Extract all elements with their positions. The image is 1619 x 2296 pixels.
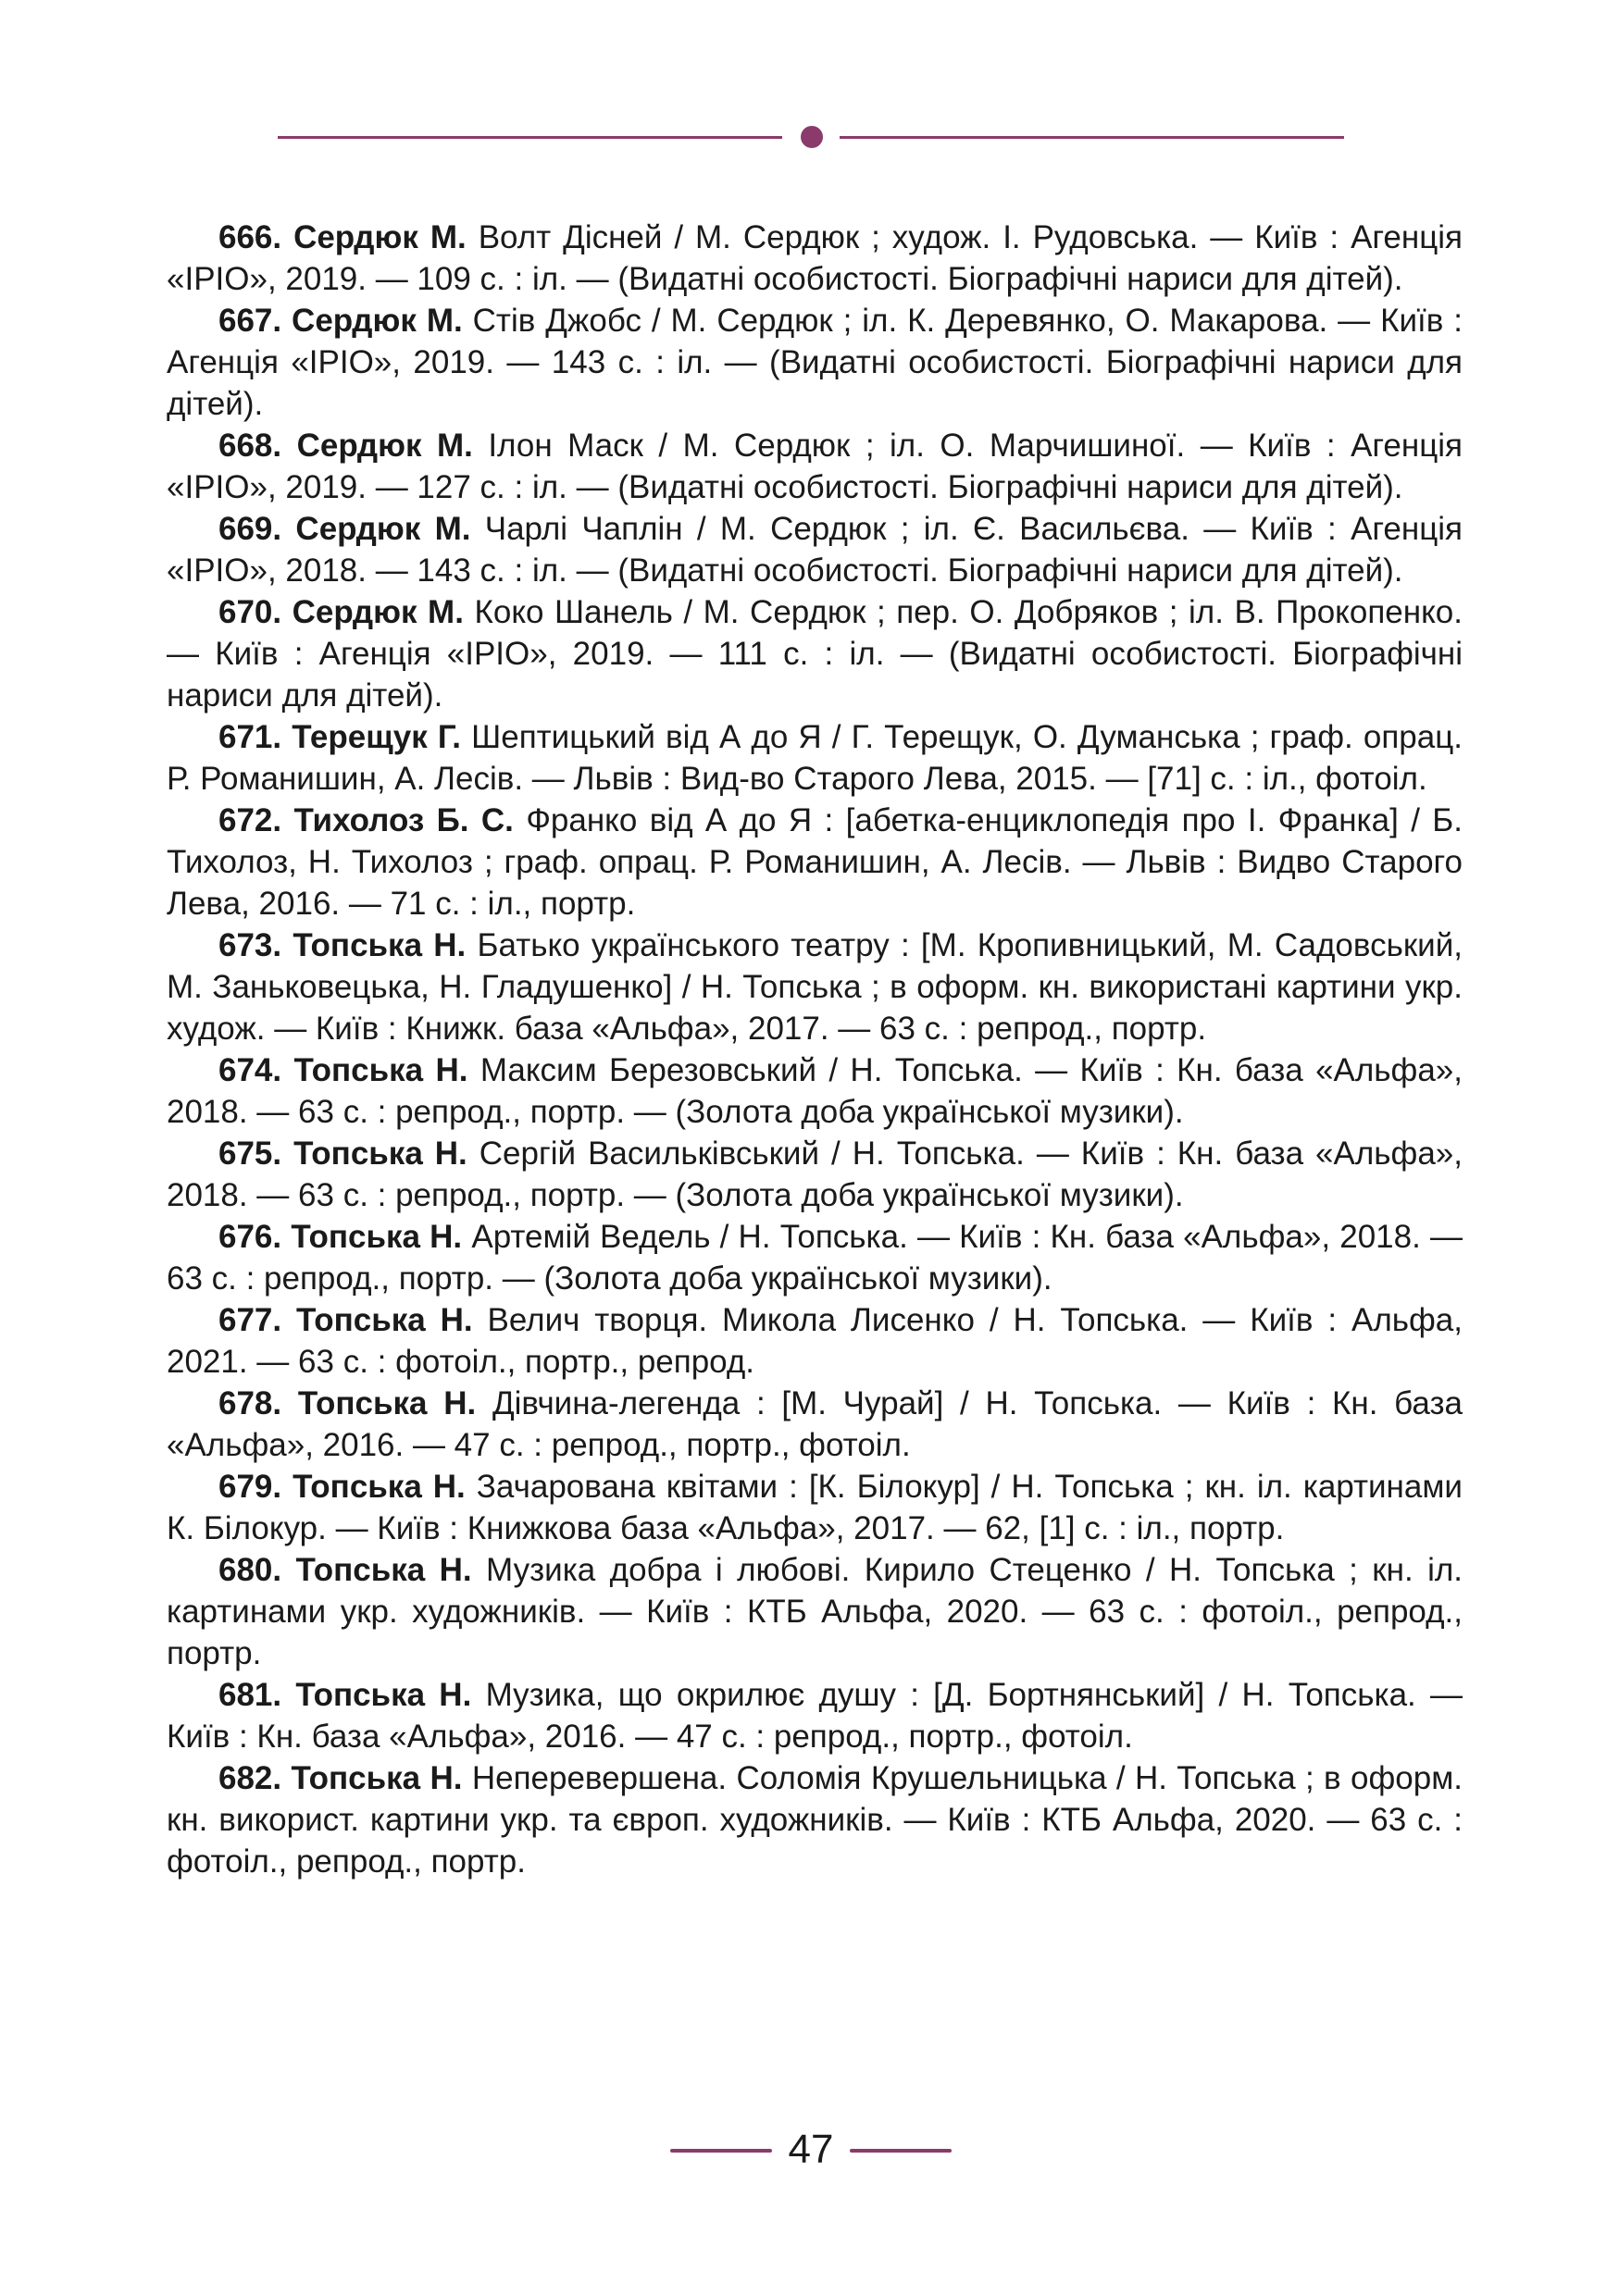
- ornament-line-right: [840, 136, 1344, 139]
- entry-author: Терещук Г.: [292, 719, 462, 755]
- entry: [167, 217, 1463, 300]
- bibliography-list: [167, 217, 1463, 1882]
- entry: [167, 800, 1463, 925]
- entry-number: 675.: [218, 1136, 282, 1172]
- entry-number: 671.: [218, 719, 282, 755]
- footer-line-right: [850, 2149, 952, 2153]
- entry-text: Ілон Маск / М. Сердюк ; іл. О. Марчишиної. — Київ : Агенція «ІРІО», 2019. — 127 с. : іл. — (Видатні особистості. Біографічні нариси для дітей).: [167, 428, 1463, 505]
- entry-number: 674.: [218, 1052, 282, 1088]
- entry-author: Топська Н.: [293, 1136, 467, 1172]
- entry: [167, 508, 1463, 591]
- entry-number: 667.: [218, 303, 282, 339]
- page-footer: [0, 2124, 1619, 2176]
- entry-text: Неперевершена. Соломія Крушельницька / Н. Топська ; в оформ. кн. використ. картини укр. та європ. художників. — Київ : КТБ Альфа, 2020. — 63 с. : фотоіл., репрод., портр.: [167, 1760, 1463, 1880]
- entry-author: Топська Н.: [295, 1677, 472, 1713]
- entry-text: Чарлі Чаплін / М. Сердюк ; іл. Є. Васильєва. — Київ : Агенція «ІРІО», 2018. — 143 с. : іл. — (Видатні особистості. Біографічні нариси для дітей).: [167, 511, 1463, 589]
- entry-author: Сердюк М.: [293, 219, 467, 255]
- entry-author: Топська Н.: [291, 1219, 463, 1255]
- entry-text: Максим Березовський / Н. Топська. — Київ : Кн. база «Альфа», 2018. — 63 с. : репрод., портр. — (Золота доба української музики).: [167, 1052, 1463, 1130]
- entry-text: Артемій Ведель / Н. Топська. — Київ : Кн. база «Альфа», 2018. — 63 с. : репрод., портр. — (Золота доба української музики).: [167, 1219, 1463, 1297]
- entry: [167, 1299, 1463, 1383]
- entry-number: 676.: [218, 1219, 282, 1255]
- entry-text: Зачарована квітами : [К. Білокур] / Н. Топська ; кн. іл. картинами К. Білокур. — Київ : Книжкова база «Альфа», 2017. — 62, [1] с. : іл., портр.: [167, 1469, 1463, 1546]
- entry-number: 682.: [218, 1760, 282, 1796]
- entry-number: 680.: [218, 1552, 282, 1588]
- entry-text: Коко Шанель / М. Сердюк ; пер. О. Добряков ; іл. В. Прокопенко. — Київ : Агенція «ІРІО», 2019. — 111 с. : іл. — (Видатні особистості. Біографічні нариси для дітей).: [167, 594, 1463, 714]
- page-number: 47: [788, 2127, 834, 2172]
- entry-text: Волт Дісней / М. Сердюк ; худож. І. Рудовська. — Київ : Агенція «ІРІО», 2019. — 109 с. : іл. — (Видатні особистості. Біографічні нариси для дітей).: [167, 219, 1463, 297]
- entry: [167, 1674, 1463, 1757]
- entry-number: 678.: [218, 1385, 282, 1421]
- entry: [167, 1549, 1463, 1674]
- entry-author: Сердюк М.: [292, 303, 463, 339]
- entry-text: Дівчина-легенда : [М. Чурай] / Н. Топська. — Київ : Кн. база «Альфа», 2016. — 47 с. : репрод., портр., фотоіл.: [167, 1385, 1463, 1463]
- footer-line-left: [670, 2149, 772, 2153]
- entry-number: 679.: [218, 1469, 282, 1505]
- entry-author: Тихолоз Б. С.: [293, 802, 514, 838]
- entry: [167, 1466, 1463, 1549]
- entry-author: Топська Н.: [291, 1760, 463, 1796]
- entry-text: Шептицький від А до Я / Г. Терещук, О. Думанська ; граф. опрац. Р. Романишин, А. Лесів. — Львів : Вид-во Старого Лева, 2015. — [71] с. : іл., фотоіл.: [167, 719, 1463, 797]
- entry-text: Сергій Васильківський / Н. Топська. — Київ : Кн. база «Альфа», 2018. — 63 с. : репрод., портр. — (Золота доба української музики).: [167, 1136, 1463, 1213]
- entry-author: Топська Н.: [297, 1385, 477, 1421]
- entry-author: Топська Н.: [293, 1052, 468, 1088]
- entry-text: Батько українського театру : [М. Кропивницький, М. Садовський, М. Заньковецька, Н. Гладушенко] / Н. Топська ; в оформ. кн. використані картини укр. худож. — Київ : Книжк. база «Альфа», 2017. — 63 с. : репрод., портр.: [167, 927, 1463, 1047]
- entry-author: Сердюк М.: [295, 511, 471, 547]
- header-ornament: [278, 126, 1344, 148]
- entry: [167, 1383, 1463, 1466]
- entry-number: 673.: [218, 927, 282, 963]
- entry-number: 666.: [218, 219, 282, 255]
- ornament-dot: [801, 126, 823, 148]
- entry: [167, 1049, 1463, 1133]
- entry-author: Сердюк М.: [296, 428, 473, 464]
- entry-author: Топська Н.: [296, 1302, 473, 1338]
- entry-number: 670.: [218, 594, 282, 630]
- entry-author: Топська Н.: [293, 927, 467, 963]
- entry-text: Франко від А до Я : [абетка-енциклопедія про І. Франка] / Б. Тихолоз, Н. Тихолоз ; граф. опрац. Р. Романишин, А. Лесів. — Львів : Видво Старого Лева, 2016. — 71 с. : іл., портр.: [167, 802, 1463, 922]
- entry: [167, 591, 1463, 716]
- entry: [167, 1133, 1463, 1216]
- entry: [167, 425, 1463, 508]
- entry-number: 668.: [218, 428, 282, 464]
- entry-text: Музика, що окрилює душу : [Д. Бортнянський] / Н. Топська. — Київ : Кн. база «Альфа», 2016. — 47 с. : репрод., портр., фотоіл.: [167, 1677, 1463, 1755]
- entry-author: Топська Н.: [295, 1552, 472, 1588]
- entry: [167, 925, 1463, 1049]
- entry-text: Велич творця. Микола Лисенко / Н. Топська. — Київ : Альфа, 2021. — 63 с. : фотоіл., портр., репрод.: [167, 1302, 1463, 1380]
- entry: [167, 300, 1463, 425]
- entry: [167, 716, 1463, 800]
- entry-author: Сердюк М.: [292, 594, 464, 630]
- entry-author: Топська Н.: [293, 1469, 466, 1505]
- entry: [167, 1216, 1463, 1299]
- entry-number: 681.: [218, 1677, 282, 1713]
- entry-number: 677.: [218, 1302, 282, 1338]
- entry-number: 672.: [218, 802, 282, 838]
- entry-text: Стів Джобс / М. Сердюк ; іл. К. Деревянко, О. Макарова. — Київ : Агенція «ІРІО», 2019. — 143 с. : іл. — (Видатні особистості. Біографічні нариси для дітей).: [167, 303, 1463, 422]
- ornament-line-left: [278, 136, 782, 139]
- entry-number: 669.: [218, 511, 282, 547]
- entry-text: Музика добра і любові. Кирило Стеценко / Н. Топська ; кн. іл. картинами укр. художників. — Київ : КТБ Альфа, 2020. — 63 с. : фотоіл., репрод., портр.: [167, 1552, 1463, 1671]
- entry: [167, 1757, 1463, 1882]
